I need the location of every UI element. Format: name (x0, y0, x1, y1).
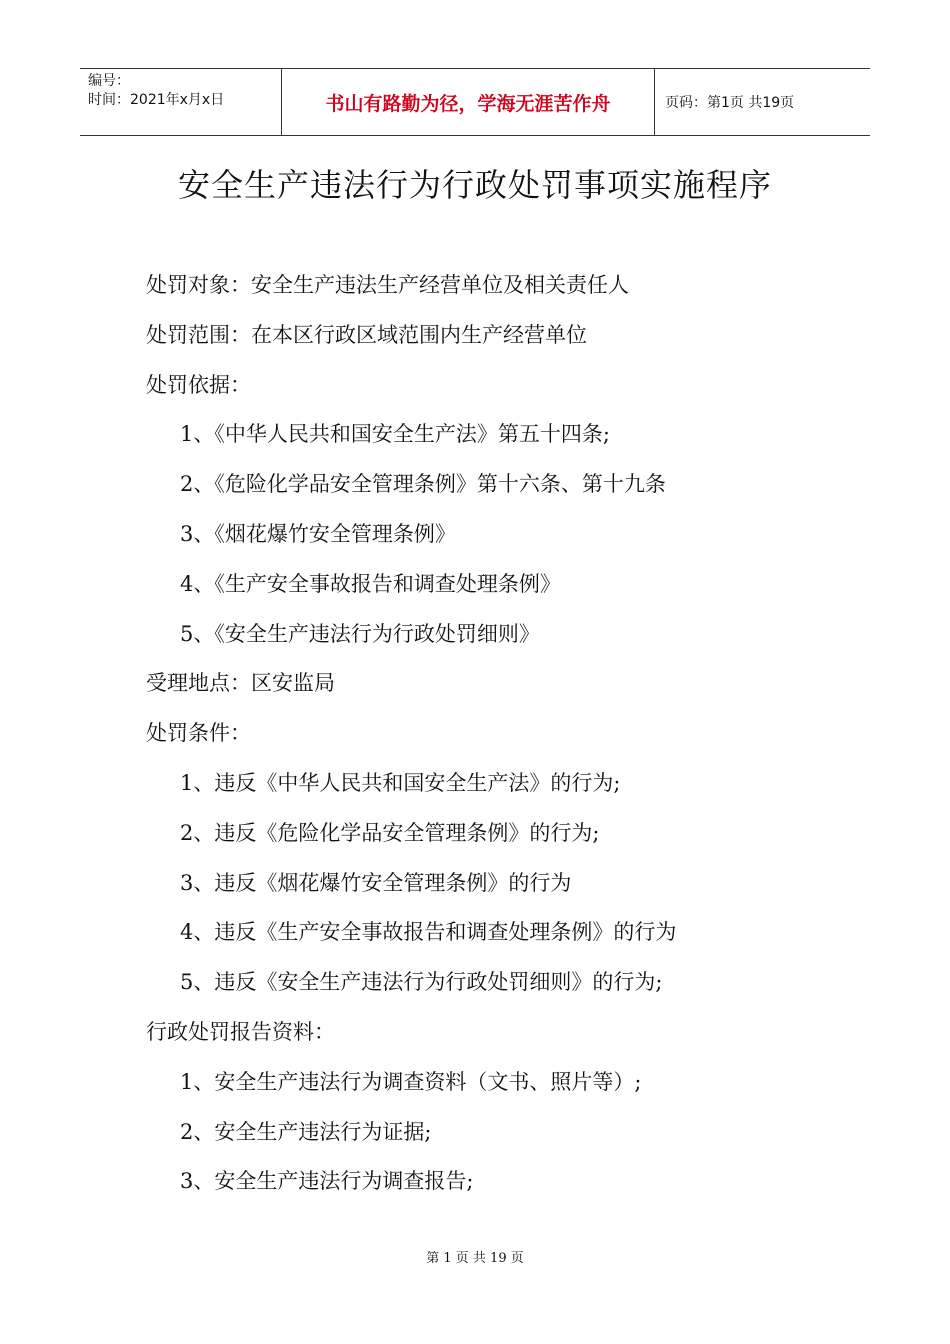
header-page-cell (655, 69, 870, 135)
basis-item: 4、《生产安全事故报告和调查处理条例》 (180, 571, 561, 596)
page-footer: 第 1 页 共 19 页 (426, 1251, 524, 1266)
penalty-scope-line (146, 312, 866, 362)
report-materials-line (146, 1009, 866, 1059)
document-date: 时间：2021年x月x日 (88, 92, 225, 108)
document-header (80, 68, 870, 136)
basis-item: 1、《中华人民共和国安全生产法》第五十四条; (180, 422, 610, 447)
header-motto-cell (281, 69, 655, 135)
report-materials-label: 行政处罚报告资料： (146, 1019, 335, 1044)
penalty-scope-value: 在本区行政区域范围内生产经营单位 (251, 322, 587, 347)
penalty-conditions-line (146, 710, 866, 760)
header-motto: 书山有路勤为径，学海无涯苦作舟 (325, 92, 611, 115)
basis-item: 3、《烟花爆竹安全管理条例》 (180, 521, 456, 546)
acceptance-location-line (146, 660, 866, 710)
penalty-target-line (146, 262, 866, 312)
condition-item: 1、违反《中华人民共和国安全生产法》的行为; (180, 770, 621, 795)
document-body (146, 262, 866, 1208)
penalty-basis-label: 处罚依据： (146, 372, 251, 397)
acceptance-location-value: 区安监局 (251, 671, 335, 696)
report-item: 1、安全生产违法行为调查资料（文书、照片等）; (180, 1069, 642, 1094)
penalty-scope-label: 处罚范围： (146, 322, 251, 347)
report-item: 3、安全生产违法行为调查报告; (180, 1169, 474, 1194)
header-page-info: 页码：第1页 共19页 (665, 95, 795, 111)
penalty-basis-line (146, 362, 866, 412)
header-meta-cell (80, 69, 281, 135)
condition-item: 2、违反《危险化学品安全管理条例》的行为; (180, 820, 600, 845)
report-item: 2、安全生产违法行为证据; (180, 1119, 432, 1144)
condition-item: 3、违反《烟花爆竹安全管理条例》的行为 (180, 870, 572, 895)
penalty-conditions-label: 处罚条件： (146, 721, 251, 746)
condition-item: 4、违反《生产安全事故报告和调查处理条例》的行为 (180, 920, 677, 945)
penalty-target-label: 处罚对象： (146, 273, 251, 297)
basis-item: 2、《危险化学品安全管理条例》第十六条、第十九条 (180, 472, 666, 497)
document-title: 安全生产违法行为行政处罚事项实施程序 (177, 166, 772, 204)
penalty-target-value: 安全生产违法生产经营单位及相关责任人 (251, 273, 629, 297)
basis-item: 5、《安全生产违法行为行政处罚细则》 (180, 621, 540, 646)
condition-item: 5、违反《安全生产违法行为行政处罚细则》的行为; (180, 970, 663, 995)
acceptance-location-label: 受理地点： (146, 671, 251, 696)
document-number-label: 编号： (88, 73, 130, 89)
